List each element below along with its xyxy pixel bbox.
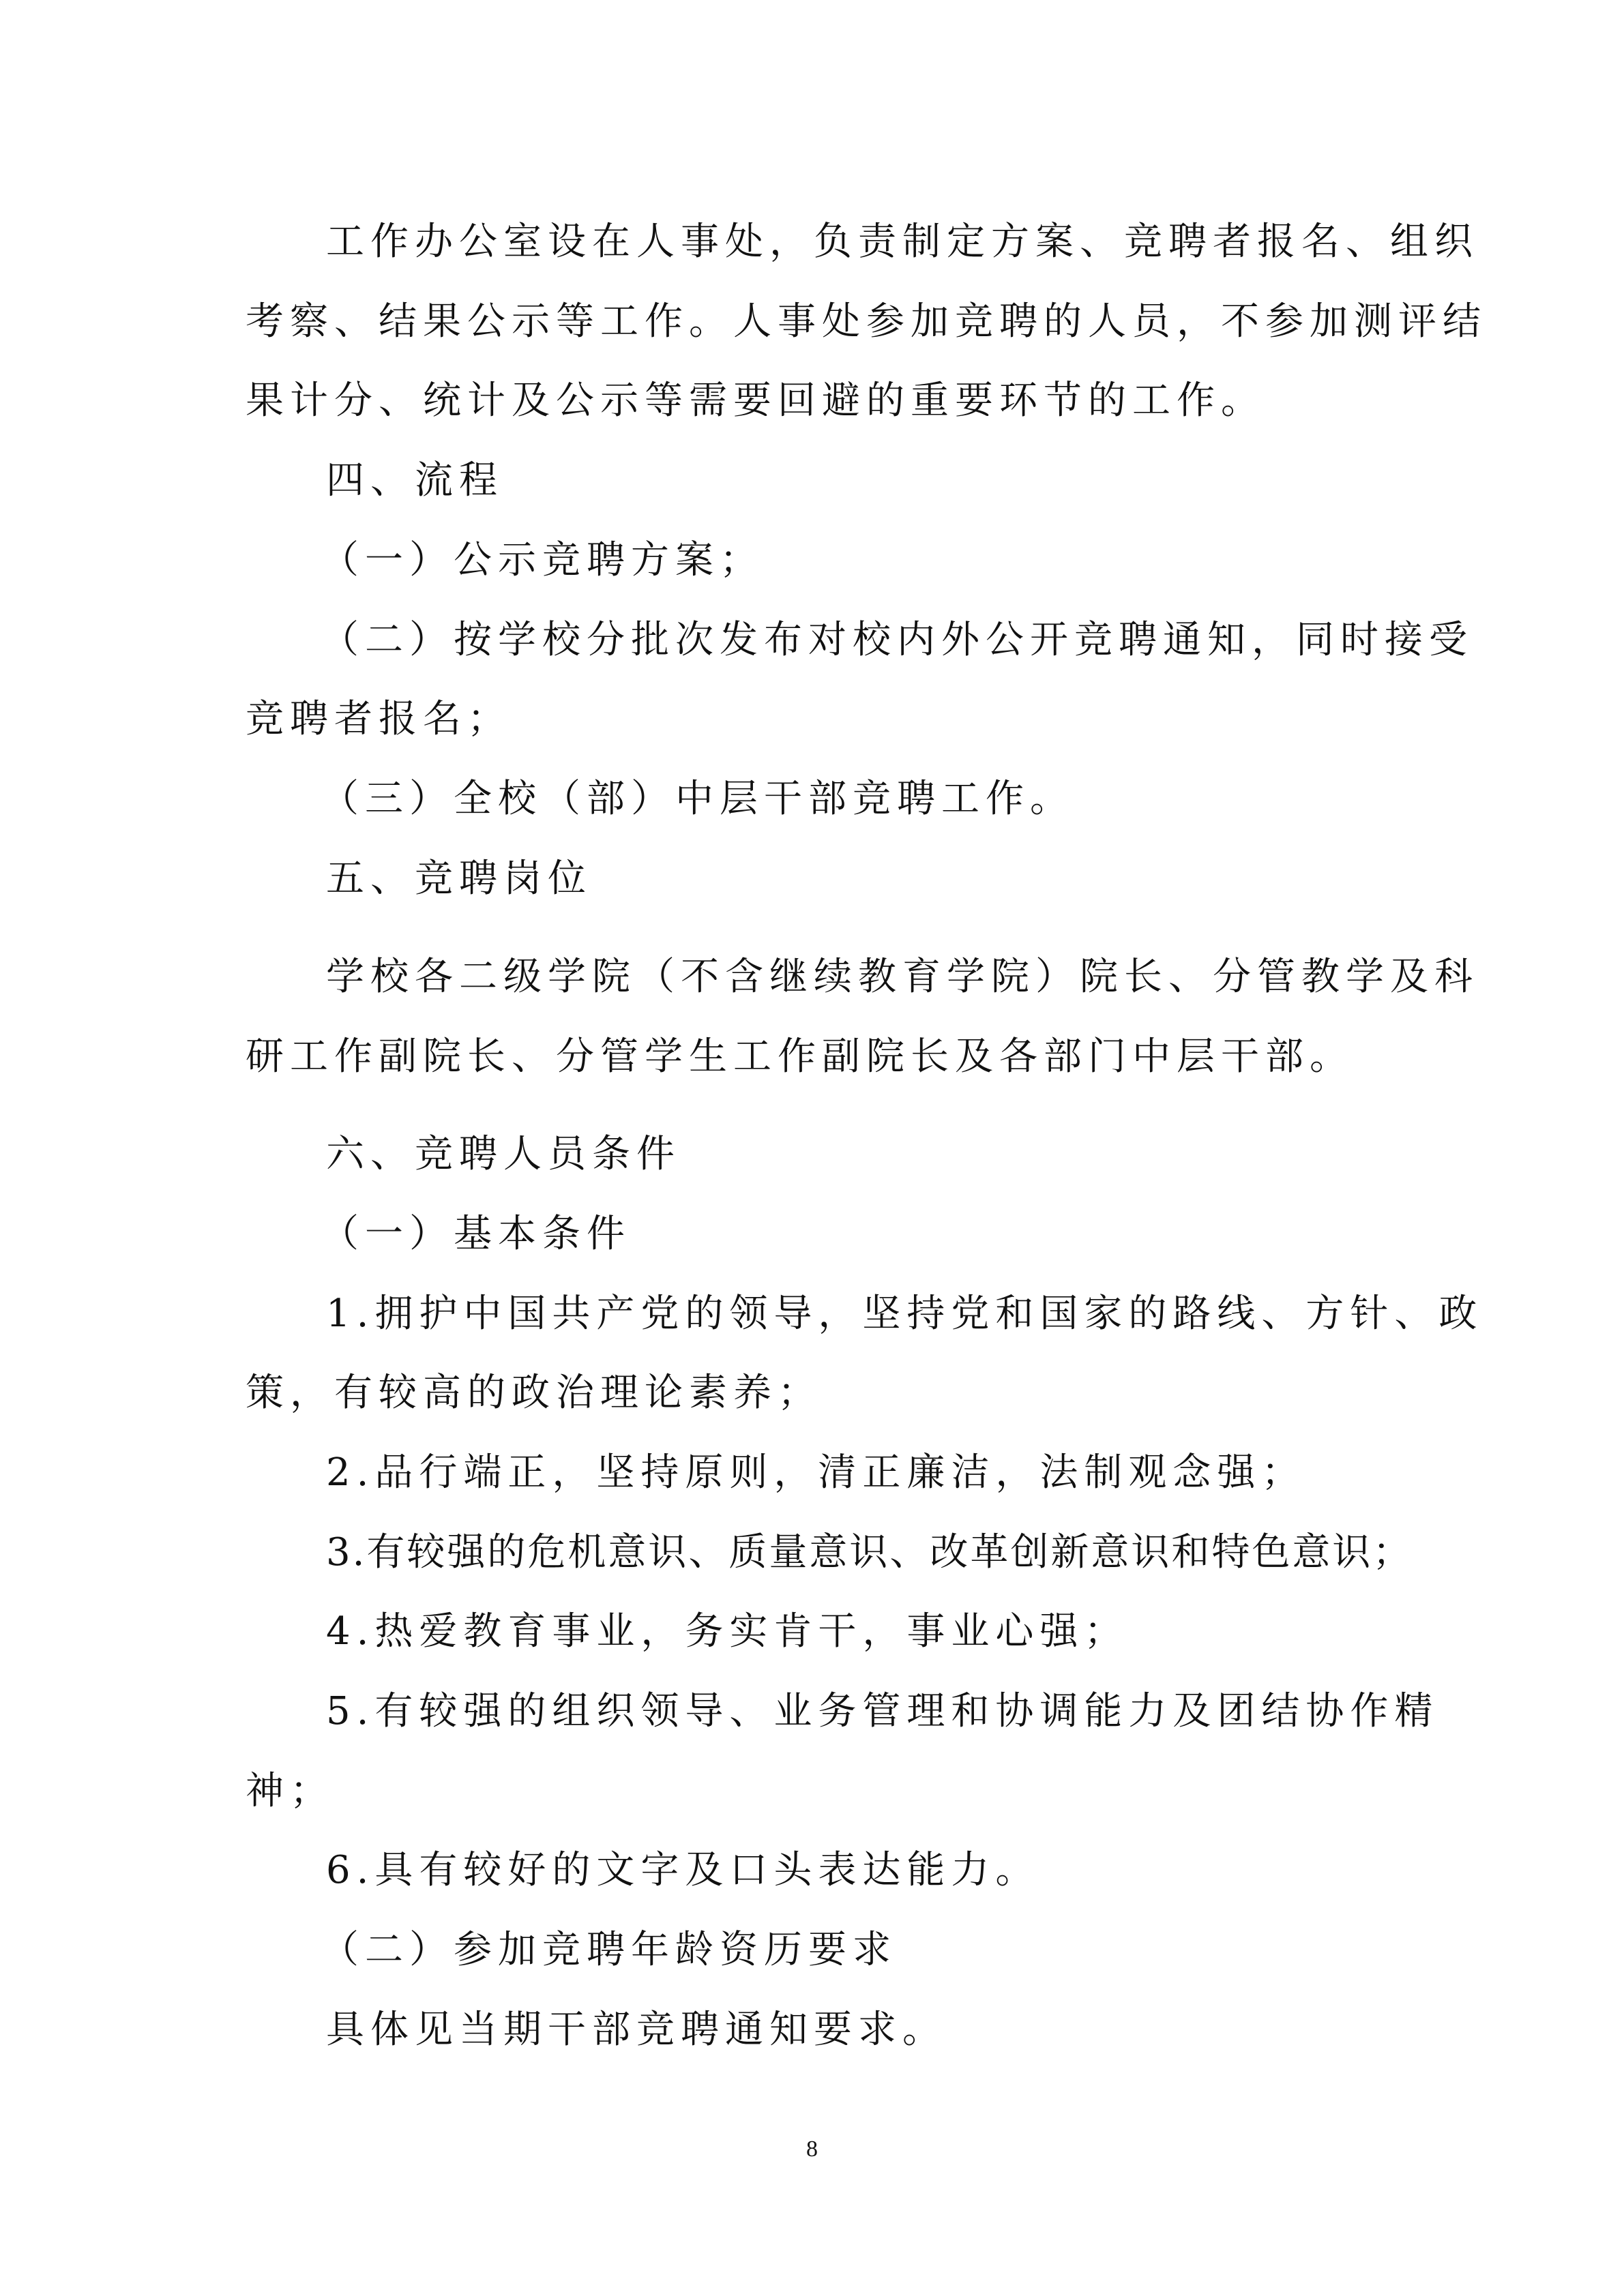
condition-item-5-line-2: 神；	[246, 1769, 334, 1813]
paragraph-office-line-1: 工作办公室设在人事处，负责制定方案、竞聘者报名、组织	[326, 220, 1479, 264]
page-number: 8	[806, 2136, 818, 2162]
age-requirements-text: 具体见当期干部竞聘通知要求。	[326, 2008, 947, 2052]
positions-text-line-2: 研工作副院长、分管学生工作副院长及各部门中层干部。	[246, 1034, 1354, 1079]
condition-item-6: 6.具有较好的文字及口头表达能力。	[326, 1848, 1040, 1892]
condition-item-4: 4.热爱教育事业，务实肯干，事业心强；	[326, 1609, 1129, 1654]
section-heading-process: 四、流程	[326, 458, 503, 503]
process-item-2-line-1: （二）按学校分批次发布对校内外公开竞聘通知，同时接受	[321, 618, 1473, 662]
process-item-2-line-2: 竞聘者报名；	[246, 697, 512, 741]
process-item-1: （一）公示竞聘方案；	[321, 538, 764, 582]
condition-item-1-line-2: 策，有较高的政治理论素养；	[246, 1371, 822, 1415]
condition-item-2: 2.品行端正，坚持原则，清正廉洁，法制观念强；	[326, 1450, 1306, 1495]
condition-item-5-line-1: 5.有较强的组织领导、业务管理和协调能力及团结协作精	[326, 1689, 1439, 1733]
process-item-3: （三）全校（部）中层干部竞聘工作。	[321, 777, 1074, 821]
paragraph-office-line-2: 考察、结果公示等工作。人事处参加竞聘的人员，不参加测评结	[246, 299, 1487, 344]
section-heading-positions: 五、竞聘岗位	[326, 856, 592, 901]
positions-text-line-1: 学校各二级学院（不含继续教育学院）院长、分管教学及科	[326, 955, 1479, 999]
condition-item-3: 3.有较强的危机意识、质量意识、改革创新意识和特色意识；	[326, 1530, 1413, 1575]
subheading-age-requirements: （二）参加竞聘年龄资历要求	[321, 1928, 897, 1972]
paragraph-office-line-3: 果计分、统计及公示等需要回避的重要环节的工作。	[246, 378, 1265, 423]
condition-item-1-line-1: 1.拥护中国共产党的领导，坚持党和国家的路线、方针、政	[326, 1292, 1483, 1336]
subheading-basic-conditions: （一）基本条件	[321, 1212, 631, 1256]
section-heading-conditions: 六、竞聘人员条件	[326, 1132, 681, 1176]
